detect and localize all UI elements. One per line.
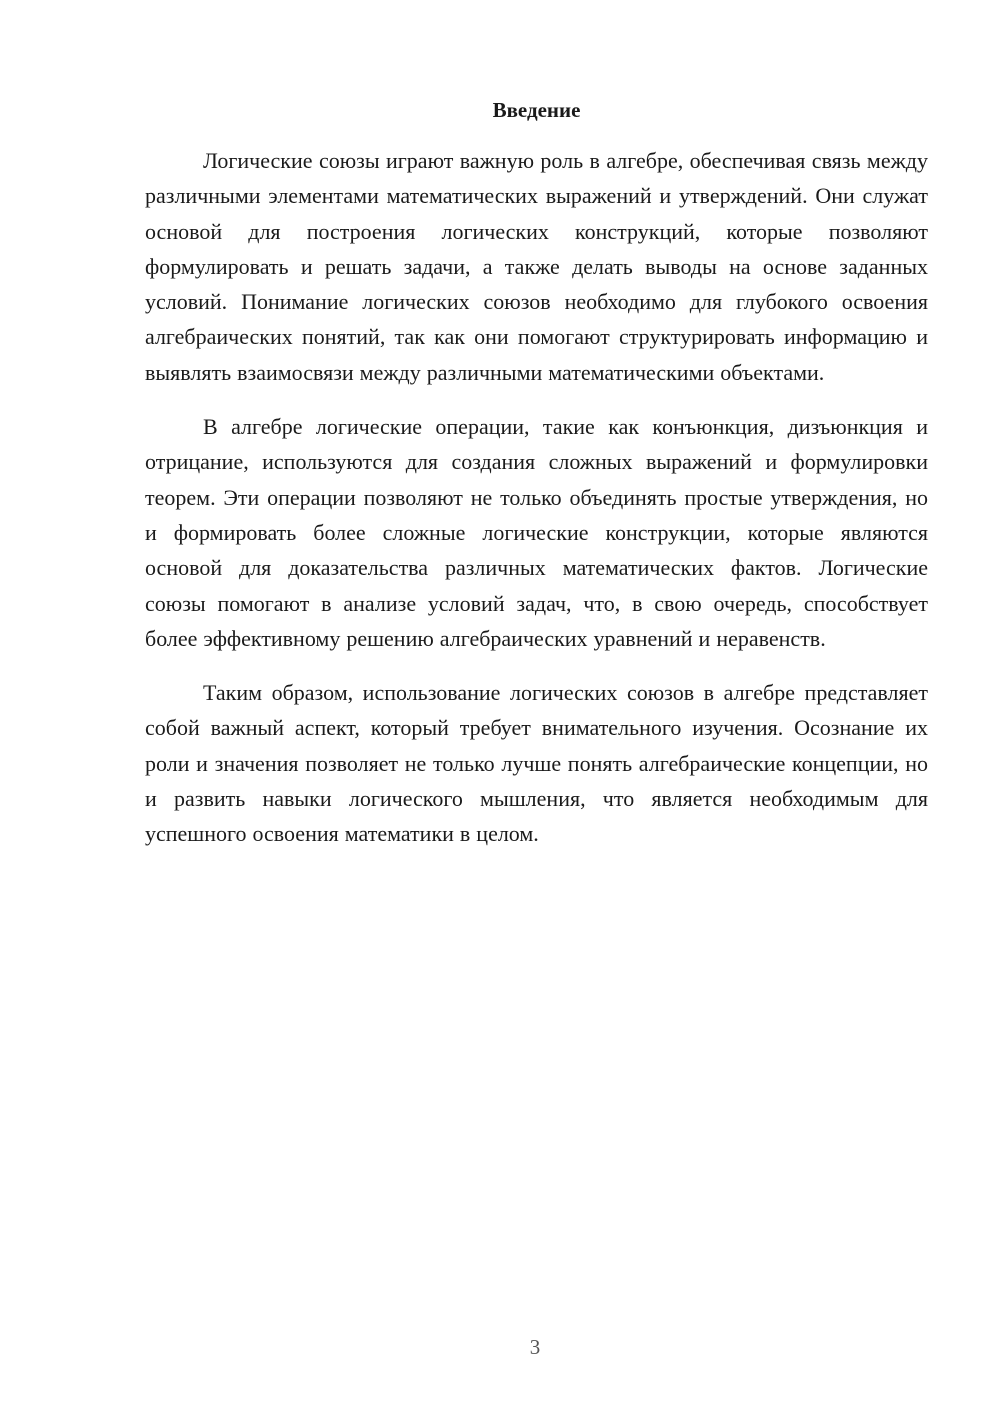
paragraph-2: В алгебре логические операции, такие как конъюнкция, дизъюнкция и отрицание, используются для создания сложных выражений и формулировки теорем. Эти операции позволяют не только объединять простые утверждения, но и формировать более сложные логические конструкции, которые являются основой для доказательства различных математических фактов. Логические союзы помогают в анализе условий задач, что, в свою очередь, способствует более эффективному решению алгебраических уравнений и неравенств. — [145, 414, 928, 651]
paragraph-1: Логические союзы играют важную роль в алгебре, обеспечивая связь между различными элементами математических выражений и утверждений. Они служат основой для построения логических конструкций, которые позволяют формулировать и решать задачи, а также делать выводы на основе заданных условий. Понимание логических союзов необходимо для глубокого освоения алгебраических понятий, так как они помогают структурировать информацию и выявлять взаимосвязи между различными математическими объектами. — [145, 148, 928, 385]
section-title: Введение — [492, 98, 581, 122]
page-number: 3 — [529, 1335, 541, 1359]
page-content — [145, 95, 928, 871]
paragraph-3: Таким образом, использование логических союзов в алгебре представляет собой важный аспект, который требует внимательного изучения. Осознание их роли и значения позволяет не только лучше понять алгебраические концепции, но и развить навыки логического мышления, что является необходимым для успешного освоения математики в целом. — [145, 680, 928, 847]
